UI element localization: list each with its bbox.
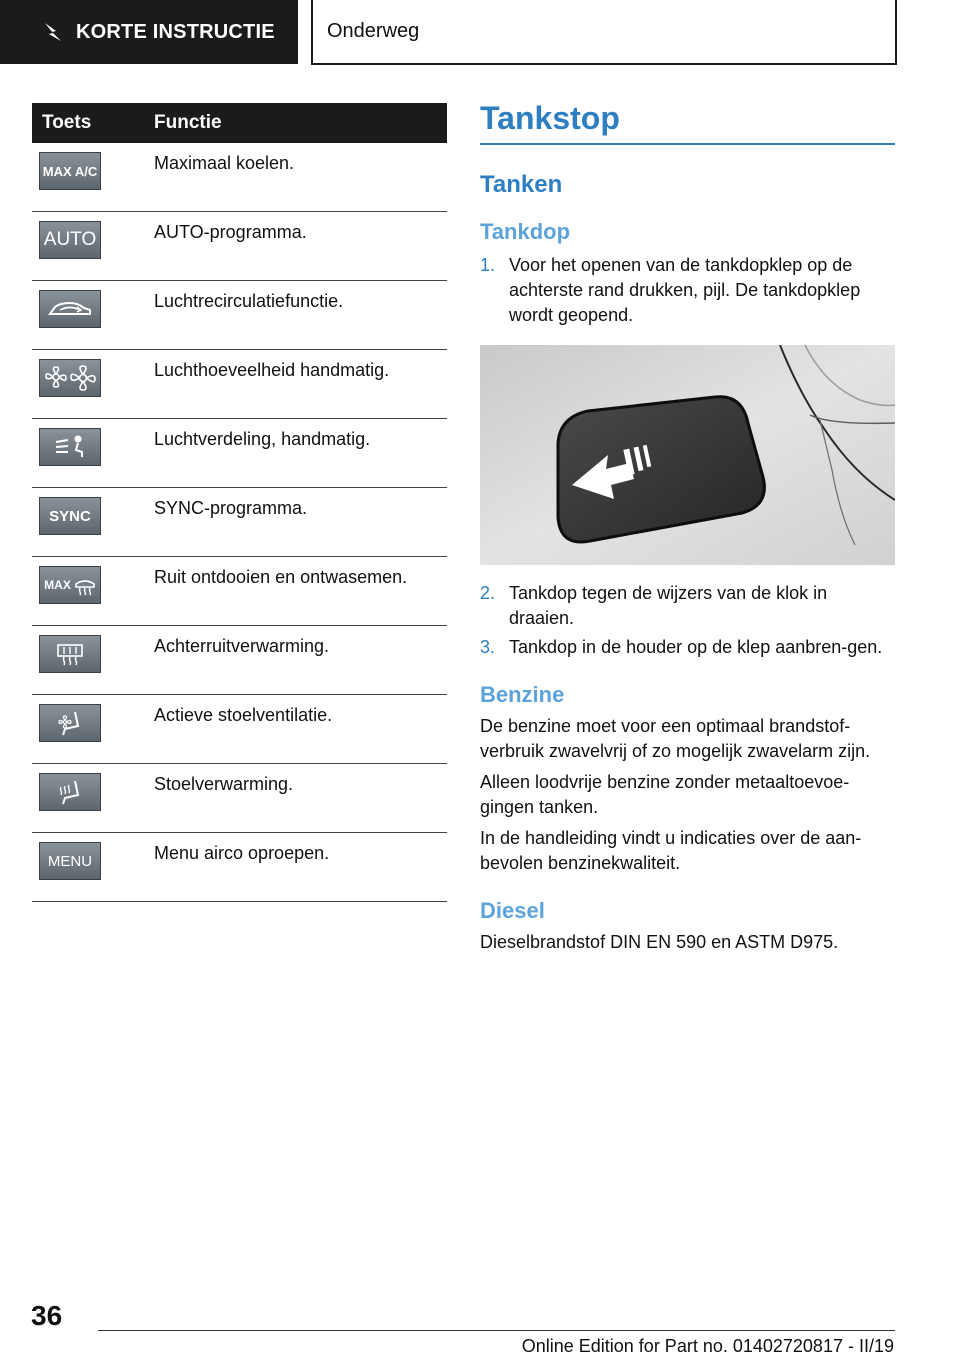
- fuel-flap-photo-icon: [480, 345, 895, 565]
- section-heading: Tanken: [480, 171, 563, 198]
- table-row: [32, 557, 447, 626]
- table-row: [32, 212, 447, 281]
- content-column: [480, 100, 895, 955]
- subsection-heading-tankdop: Tankdop: [480, 219, 571, 244]
- table-row: [32, 488, 447, 557]
- function-text: Luchtverdeling, handmatig.: [154, 419, 447, 488]
- fan-speed-icon: [39, 359, 101, 397]
- button-function-table: [32, 103, 447, 902]
- benzine-paragraph: De benzine moet voor een optimaal brandstof-verbruik zwavelvrij of zo mogelijk zwavelarm zijn.: [480, 716, 871, 761]
- function-text: Luchtrecirculatiefunctie.: [154, 281, 447, 350]
- footer-edition: Online Edition for Part no. 01402720817 - II/19: [521, 1336, 894, 1356]
- max-ac-button-icon: MAX A/C: [39, 152, 101, 190]
- table-header: [32, 103, 447, 143]
- function-text: SYNC-programma.: [154, 488, 447, 557]
- benzine-paragraph: Alleen loodvrije benzine zonder metaaltoevoe-gingen tanken.: [480, 772, 850, 817]
- subsection-heading-diesel: Diesel: [480, 898, 545, 923]
- table-row: [32, 626, 447, 695]
- air-distribution-icon: [39, 428, 101, 466]
- section-tab[interactable]: [0, 0, 298, 64]
- table-row: [32, 695, 447, 764]
- table-row: [32, 833, 447, 902]
- function-text: Ruit ontdooien en ontwasemen.: [154, 557, 447, 626]
- page-title: Tankstop: [480, 100, 895, 145]
- table-row: [32, 143, 447, 212]
- max-defrost-icon: MAX: [39, 566, 101, 604]
- col-header-key: Toets: [32, 103, 154, 143]
- table-row: [32, 419, 447, 488]
- table-row: [32, 350, 447, 419]
- step-list: [480, 253, 895, 328]
- step-list: [480, 581, 895, 660]
- seat-ventilation-icon: [39, 704, 101, 742]
- recirculation-icon: [39, 290, 101, 328]
- page-number: 36: [31, 1300, 63, 1331]
- function-text: Actieve stoelventilatie.: [154, 695, 447, 764]
- chapter-tab[interactable]: [311, 0, 897, 65]
- subsection-heading-benzine: Benzine: [480, 682, 565, 707]
- function-text: Achterruitverwarming.: [154, 626, 447, 695]
- col-header-function: Functie: [154, 103, 447, 143]
- benzine-paragraph: In de handleiding vindt u indicaties over de aan-bevolen benzinekwaliteit.: [480, 828, 862, 873]
- rear-window-heating-icon: [39, 635, 101, 673]
- function-text: Maximaal koelen.: [154, 143, 447, 212]
- list-item: 3. Tankdop in de houder op de klep aanbren-gen.: [480, 637, 883, 657]
- function-text: Stoelverwarming.: [154, 764, 447, 833]
- function-text: Luchthoeveelheid handmatig.: [154, 350, 447, 419]
- diesel-paragraph: Dieselbrandstof DIN EN 590 en ASTM D975.: [480, 932, 839, 952]
- function-text: Menu airco oproepen.: [154, 833, 447, 902]
- list-item: 2. Tankdop tegen de wijzers van de klok in draaien.: [480, 583, 828, 628]
- table-row: [32, 764, 447, 833]
- sync-button-icon: SYNC: [39, 497, 101, 535]
- section-tab-label: KORTE INSTRUCTIE: [76, 20, 275, 43]
- auto-button-icon: AUTO: [39, 221, 101, 259]
- seat-heating-icon: [39, 773, 101, 811]
- chapter-tab-label: Onderweg: [327, 20, 420, 42]
- bolt-icon: [42, 21, 64, 43]
- footer-divider: [98, 1330, 895, 1331]
- table-row: [32, 281, 447, 350]
- list-item: 1. Voor het openen van de tankdopklep op de achterste rand drukken, pijl. De tankdopklep wordt geopend.: [480, 255, 861, 325]
- function-text: AUTO-programma.: [154, 212, 447, 281]
- menu-button-icon: MENU: [39, 842, 101, 880]
